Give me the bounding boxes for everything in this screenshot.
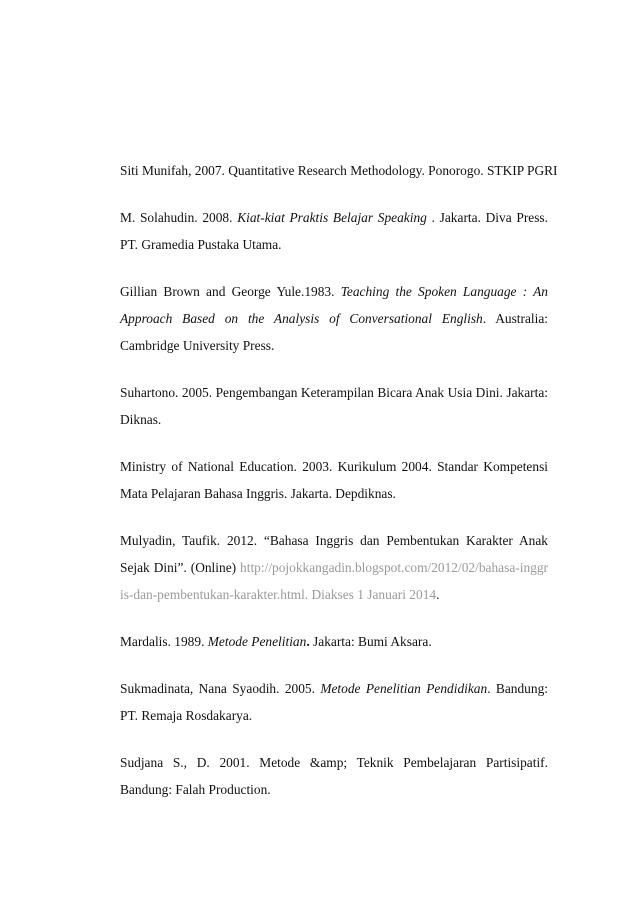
reference-title: Teaching the Spoken Language : An Approach Based on the Analysis of Conversational English [120, 284, 548, 326]
reference-entry-brown-yule [120, 278, 548, 359]
reference-title: Kiat-kiat Praktis Belajar Speaking [237, 210, 427, 225]
reference-author-year: M. Solahudin. 2008. [120, 210, 238, 225]
reference-entry-suhartono [120, 379, 548, 433]
reference-author-year: Mulyadin, Taufik. 2012. “Bahasa Inggris dan Pembentukan Karakter Anak Sejak Dini”. (Online) [120, 533, 548, 575]
reference-title: Metode Penelitian [207, 634, 307, 649]
reference-text: Sudjana S., D. 2001. Metode &amp; Teknik Pembelajaran Partisipatif. Bandung: Falah Production. [120, 755, 548, 797]
reference-entry-mardalis [120, 628, 548, 655]
reference-author-year: Sukmadinata, Nana Syaodih. 2005. [120, 681, 321, 696]
reference-publisher: Jakarta: Bumi Aksara. [309, 634, 432, 649]
reference-title-period: . [306, 634, 310, 649]
reference-author-year: Gillian Brown and George Yule.1983. [120, 284, 341, 299]
reference-author-year: Mardalis. 1989. [120, 634, 208, 649]
reference-entry-solahudin [120, 204, 548, 258]
reference-entry-munifah [120, 157, 558, 184]
reference-publisher: . Jakarta. Diva Press. PT. Gramedia Pustaka Utama. [120, 210, 548, 252]
reference-entry-ministry [120, 453, 548, 507]
reference-entry-sudjana [120, 749, 548, 803]
reference-list [120, 157, 558, 823]
reference-title: Metode Penelitian Pendidikan [320, 681, 488, 696]
reference-end-period: . [436, 587, 440, 602]
reference-publisher: . Australia: Cambridge University Press. [120, 311, 549, 353]
reference-entry-mulyadin [120, 527, 548, 608]
reference-entry-sukmadinata [120, 675, 548, 729]
reference-url-link[interactable]: http://pojokkangadin.blogspot.com/2012/02/bahasa-inggris-dan-pembentukan-karakter.html. Diakses 1 Januari 2014 [120, 560, 548, 602]
reference-text: Siti Munifah, 2007. Quantitative Research Methodology. Ponorogo. STKIP PGRI [120, 163, 558, 178]
reference-publisher: . Bandung: PT. Remaja Rosdakarya. [120, 681, 548, 723]
reference-text: Ministry of National Education. 2003. Kurikulum 2004. Standar Kompetensi Mata Pelajaran Bahasa Inggris. Jakarta. Depdiknas. [120, 459, 548, 501]
reference-text: Suhartono. 2005. Pengembangan Keterampilan Bicara Anak Usia Dini. Jakarta: Diknas. [120, 385, 548, 427]
